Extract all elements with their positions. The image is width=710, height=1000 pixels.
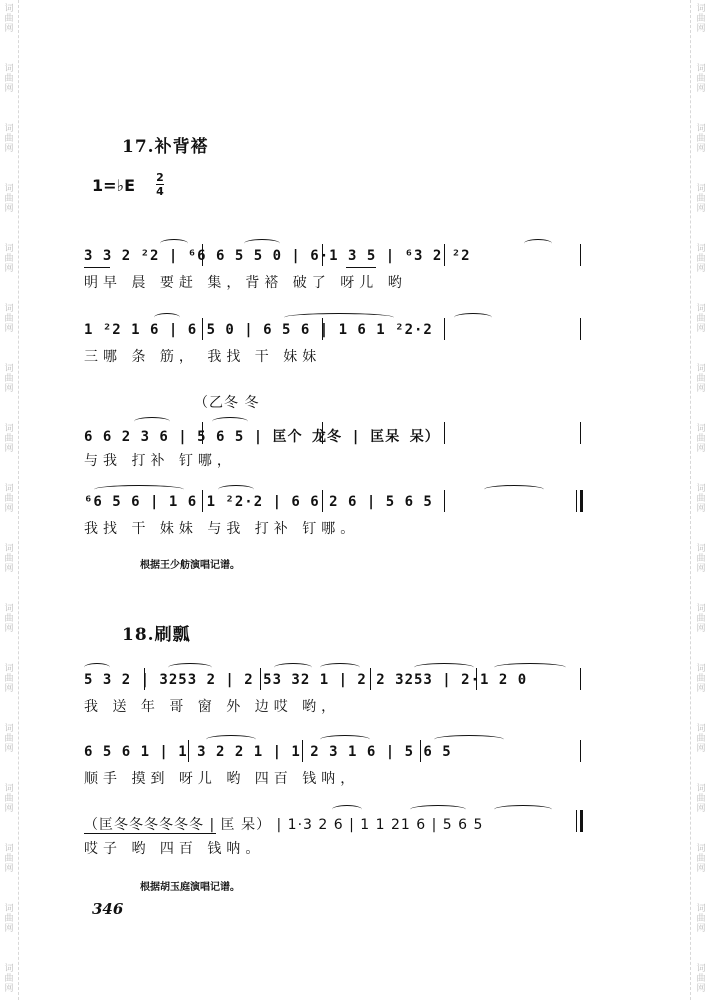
- page-number: 346: [92, 900, 124, 918]
- slur: [134, 417, 170, 426]
- watermark-right: 词 曲 网: [696, 484, 706, 514]
- watermark-left: 词 曲 网: [4, 784, 14, 814]
- watermark-left: 词 曲 网: [4, 424, 14, 454]
- barline: [188, 740, 189, 762]
- watermark-left: 词 曲 网: [4, 904, 14, 934]
- slur: [274, 663, 312, 672]
- watermark-left: 词 曲 网: [4, 244, 14, 274]
- watermark-left: 词 曲 网: [4, 184, 14, 214]
- barline: [444, 422, 445, 444]
- lyrics: 三哪 条 筋， 我找 干 妹妹: [84, 349, 322, 365]
- lyrics: 我 送 年 哥 窗 外 边哎 哟，: [84, 699, 341, 715]
- slur: [320, 735, 370, 744]
- watermark-left: 词 曲 网: [4, 124, 14, 154]
- lyrics: 顺手 摸到 呀儿 哟 四百 钱呐，: [84, 771, 360, 787]
- watermark-right: 词 曲 网: [696, 124, 706, 154]
- slur: [484, 485, 544, 494]
- slur: [244, 239, 280, 248]
- barline: [420, 740, 421, 762]
- final-barline: [580, 490, 583, 512]
- watermark-left: 词 曲 网: [4, 64, 14, 94]
- barline: [322, 422, 323, 444]
- lyrics: 与我 打补 钉哪，: [84, 453, 236, 469]
- barline: [322, 490, 323, 512]
- watermark-right: 词 曲 网: [696, 304, 706, 334]
- barline: [202, 490, 203, 512]
- watermark-right: 词 曲 网: [696, 4, 706, 34]
- song18-credit: 根据胡玉庭演唱记谱。: [140, 882, 240, 893]
- slur: [332, 805, 362, 814]
- notation: 3 3 2 ²2 | ⁶6 6 5 5 0 | 6·1 3 5 | ⁶3 2 ²2: [84, 248, 471, 264]
- watermark-right: 词 曲 网: [696, 604, 706, 634]
- final-barline: [580, 810, 583, 832]
- watermark-left: 词 曲 网: [4, 4, 14, 34]
- watermark-right: 词 曲 网: [696, 364, 706, 394]
- slur: [284, 313, 394, 322]
- song-17-title: 17.补背褡: [122, 137, 209, 157]
- barline: [580, 318, 581, 340]
- right-margin-line: [690, 0, 691, 1000]
- slur: [206, 735, 256, 744]
- slur: [160, 239, 188, 248]
- slur: [414, 663, 474, 672]
- barline: [444, 318, 445, 340]
- watermark-right: 词 曲 网: [696, 64, 706, 94]
- song17-row-1: [84, 248, 584, 290]
- slur: [84, 663, 110, 672]
- watermark-left: 词 曲 网: [4, 544, 14, 574]
- watermark-right: 词 曲 网: [696, 424, 706, 454]
- beam: [346, 267, 376, 268]
- left-margin-line: [18, 0, 19, 1000]
- slur: [454, 313, 492, 322]
- barline: [444, 244, 445, 266]
- watermark-right: 词 曲 网: [696, 184, 706, 214]
- slur: [168, 663, 212, 672]
- watermark-right: 词 曲 网: [696, 544, 706, 574]
- beam: [84, 267, 110, 268]
- slur: [218, 485, 254, 494]
- time-top: 2: [156, 171, 164, 184]
- notation: 1 ²2 1 6 | 6 5 0 | 6 5 6 | 1 6 1 ²2·2: [84, 322, 433, 338]
- song17-row-4: [84, 494, 584, 536]
- song18-row-1: [84, 672, 584, 714]
- slur: [212, 417, 248, 426]
- song17-row-2: [84, 322, 584, 364]
- barline: [302, 740, 303, 762]
- barline: [202, 318, 203, 340]
- watermark-right: 词 曲 网: [696, 244, 706, 274]
- notation: ⁶6 5 6 | 1 6 1 ²2·2 | 6 6 2 6 | 5 6 5: [84, 494, 433, 510]
- watermark-left: 词 曲 网: [4, 724, 14, 754]
- watermark-left: 词 曲 网: [4, 964, 14, 994]
- slur: [524, 239, 552, 248]
- barline: [144, 668, 145, 690]
- slur: [410, 805, 466, 814]
- time-bottom: 4: [156, 185, 164, 198]
- watermark-right: 词 曲 网: [696, 664, 706, 694]
- notation: 6 5 6 1 | 1 3 2 2 1 | 1 2 3 1 6 | 5 6 5: [84, 744, 452, 760]
- notation: 5 3 2 | 3253 2 | 2 53 32 1 | 2 2 3253 | 2·1 2 0: [84, 672, 528, 688]
- slur: [320, 663, 360, 672]
- slur: [94, 485, 184, 494]
- barline: [444, 490, 445, 512]
- slur: [494, 663, 566, 672]
- song17-row-3: [84, 426, 584, 468]
- song-18-title: 18.刷瓢: [122, 625, 191, 645]
- notation: 6 6 2 3 6 | 5 6 5 | 匡个 龙冬 | 匡呆 呆）: [84, 429, 440, 445]
- watermark-right: 词 曲 网: [696, 904, 706, 934]
- song17-credit: 根据王少舫演唱记谱。: [140, 560, 240, 571]
- barline: [202, 422, 203, 444]
- barline: [322, 318, 323, 340]
- time-signature: [156, 172, 164, 197]
- key-signature: 1=♭E: [92, 176, 136, 195]
- barline: [580, 244, 581, 266]
- slur: [494, 805, 552, 814]
- watermark-left: 词 曲 网: [4, 364, 14, 394]
- watermark-left: 词 曲 网: [4, 844, 14, 874]
- lyrics: 明早 晨 要赶 集，背褡 破了 呀儿 哟: [84, 275, 407, 291]
- watermark-right: 词 曲 网: [696, 724, 706, 754]
- notation: （匡冬冬冬冬冬冬 | 匡 呆） | 1·3 2 6 | 1 1 21 6 | 5 6 5: [84, 817, 484, 833]
- barline: [260, 668, 261, 690]
- watermark-left: 词 曲 网: [4, 604, 14, 634]
- beam: [84, 833, 216, 834]
- slur: [434, 735, 504, 744]
- barline: [202, 244, 203, 266]
- barline: [322, 244, 323, 266]
- watermark-left: 词 曲 网: [4, 304, 14, 334]
- barline: [580, 668, 581, 690]
- watermark-right: 词 曲 网: [696, 784, 706, 814]
- percussion-intro: （乙冬 冬: [194, 395, 260, 411]
- barline: [580, 422, 581, 444]
- slur: [154, 313, 180, 322]
- watermark-left: 词 曲 网: [4, 484, 14, 514]
- barline: [370, 668, 371, 690]
- lyrics: 我找 干 妹妹 与我 打补 钉哪。: [84, 521, 360, 537]
- song18-row-3: [84, 814, 584, 856]
- watermark-right: 词 曲 网: [696, 844, 706, 874]
- song18-row-2: [84, 744, 584, 786]
- lyrics: 哎子 哟 四百 钱呐。: [84, 841, 265, 857]
- watermark-right: 词 曲 网: [696, 964, 706, 994]
- barline: [476, 668, 477, 690]
- barline: [580, 740, 581, 762]
- watermark-left: 词 曲 网: [4, 664, 14, 694]
